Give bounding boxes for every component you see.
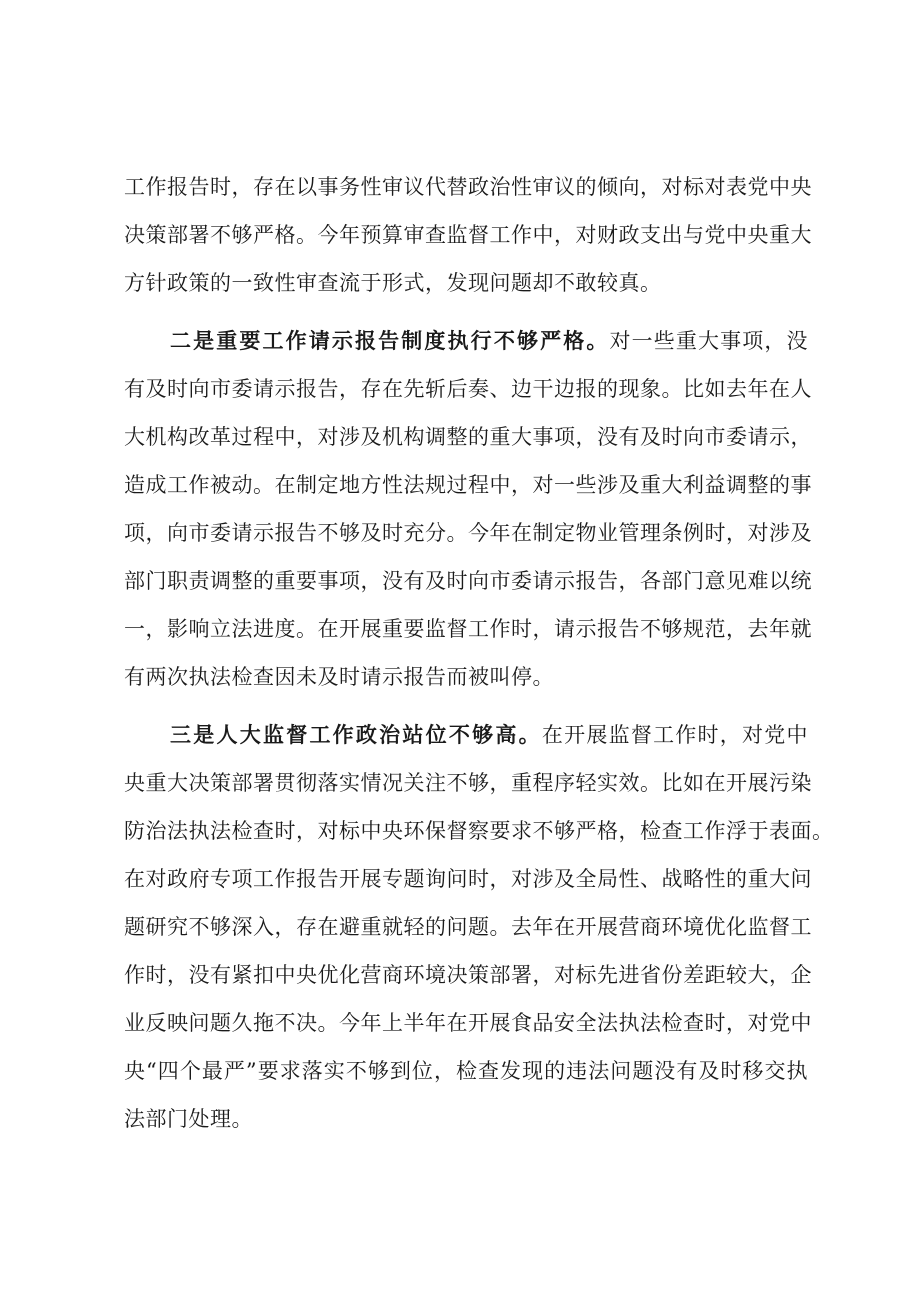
text-line: 方针政策的一致性审查流于形式，发现问题却不敢较真。 <box>124 271 662 295</box>
text-line: 题研究不够深入，存在避重就轻的问题。去年在开展营商环境优化监督工 <box>124 915 812 939</box>
text-line: 央重大决策部署贯彻落实情况关注不够，重程序轻实效。比如在开展污染 <box>124 771 812 795</box>
text-line-first <box>124 317 808 365</box>
text-line: 央“四个最严”要求落实不够到位，检查发现的违法问题没有及时移交执 <box>124 1059 808 1083</box>
text-line: 有及时向市委请示报告，存在先斩后奏、边干边报的现象。比如去年在人 <box>124 377 812 401</box>
text-line: 项，向市委请示报告不够及时充分。今年在制定物业管理条例时，对涉及 <box>124 521 812 545</box>
paragraph-3 <box>124 711 834 1143</box>
text-line: 一，影响立法进度。在开展重要监督工作时，请示报告不够规范，去年就 <box>124 617 812 641</box>
text-run: 在开展监督工作时，对党中 <box>541 723 809 747</box>
text-line: 业反映问题久拖不决。今年上半年在开展食品安全法执法检查时，对党中 <box>124 1011 812 1035</box>
text-line: 法部门处理。 <box>124 1107 253 1131</box>
paragraph-heading: 三是人大监督工作政治站位不够高。 <box>170 722 542 747</box>
text-line: 大机构改革过程中，对涉及机构调整的重大事项，没有及时向市委请示， <box>124 425 812 449</box>
text-line: 决策部署不够严格。今年预算审查监督工作中，对财政支出与党中央重大 <box>124 223 812 247</box>
document-body <box>124 163 834 1143</box>
text-run: 对一些重大事项，没 <box>609 329 809 353</box>
paragraph-1 <box>124 163 812 307</box>
text-line: 部门职责调整的重要事项，没有及时向市委请示报告，各部门意见难以统 <box>124 569 812 593</box>
text-line: 造成工作被动。在制定地方性法规过程中，对一些涉及重大利益调整的事 <box>124 473 812 497</box>
text-line: 作时，没有紧扣中央优化营商环境决策部署，对标先进省份差距较大，企 <box>124 963 812 987</box>
paragraph-2 <box>124 317 812 701</box>
text-line-first <box>124 711 808 759</box>
text-line: 工作报告时，存在以事务性审议代替政治性审议的倾向，对标对表党中央 <box>124 175 812 199</box>
text-line: 有两次执法检查因未及时请示报告而被叫停。 <box>124 665 554 689</box>
paragraph-heading: 二是重要工作请示报告制度执行不够严格。 <box>170 328 610 353</box>
text-line: 防治法执法检查时，对标中央环保督察要求不够严格，检查工作浮于表面。 <box>124 819 834 843</box>
text-line: 在对政府专项工作报告开展专题询问时，对涉及全局性、战略性的重大问 <box>124 867 812 891</box>
